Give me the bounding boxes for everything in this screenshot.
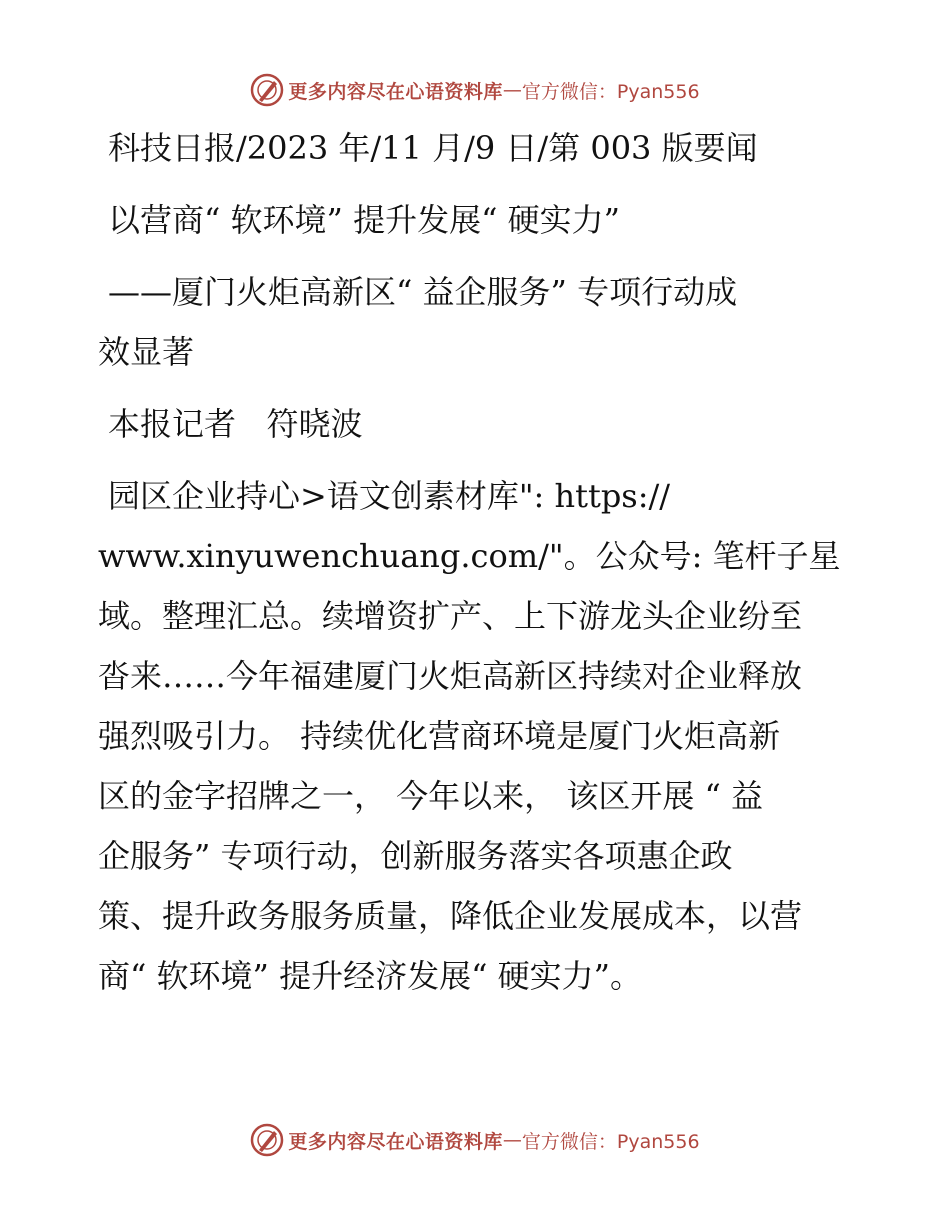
watermark-separator: —: [502, 79, 522, 101]
body-line: 商“ 软环境” 提升经济发展“ 硬实力”。: [98, 957, 642, 995]
brand-logo-icon: [250, 1123, 284, 1157]
watermark-brand: 更多内容尽在心语资料库: [288, 80, 503, 103]
subtitle-line: 效显著: [98, 333, 195, 371]
body-line: 沓来……今年福建厦门火炬高新区持续对企业释放: [98, 657, 803, 695]
body-line: 强烈吸引力。 持续优化营商环境是厦门火炬高新: [98, 717, 781, 755]
watermark-official: 官方微信：Pyan556: [521, 1130, 700, 1153]
article: [98, 118, 858, 1006]
brand-logo-icon: [250, 73, 284, 107]
body-line: 策、提升政务服务质量，降低企业发展成本，以营: [98, 897, 803, 935]
watermark-separator: —: [502, 1129, 522, 1151]
body-line: 企服务” 专项行动，创新服务落实各项惠企政: [98, 837, 733, 875]
article-byline: 本报记者 符晓波: [108, 405, 363, 443]
body-line: 域。整理汇总。续增资扩产、上下游龙头企业纷至: [98, 597, 803, 635]
watermark-official: 官方微信：Pyan556: [521, 80, 700, 103]
article-title: 以营商“ 软环境” 提升发展“ 硬实力”: [108, 201, 620, 239]
body-line: 区的金字招牌之一， 今年以来， 该区开展 “ 益: [98, 777, 764, 815]
subtitle-line: ——厦门火炬高新区“ 益企服务” 专项行动成: [108, 273, 738, 311]
watermark-brand: 更多内容尽在心语资料库: [288, 1130, 503, 1153]
article-body: [98, 466, 858, 1006]
watermark-banner-top: [0, 70, 950, 110]
article-subtitle: [98, 262, 858, 382]
article-source: 科技日报/2023 年/11 月/9 日/第 003 版要闻: [108, 129, 758, 167]
watermark-banner-bottom: [0, 1120, 950, 1160]
body-line: www.xinyuwenchuang.com/"。公众号: 笔杆子星: [98, 537, 841, 575]
body-line: 园区企业持心>语文创素材库": https://: [108, 477, 671, 515]
